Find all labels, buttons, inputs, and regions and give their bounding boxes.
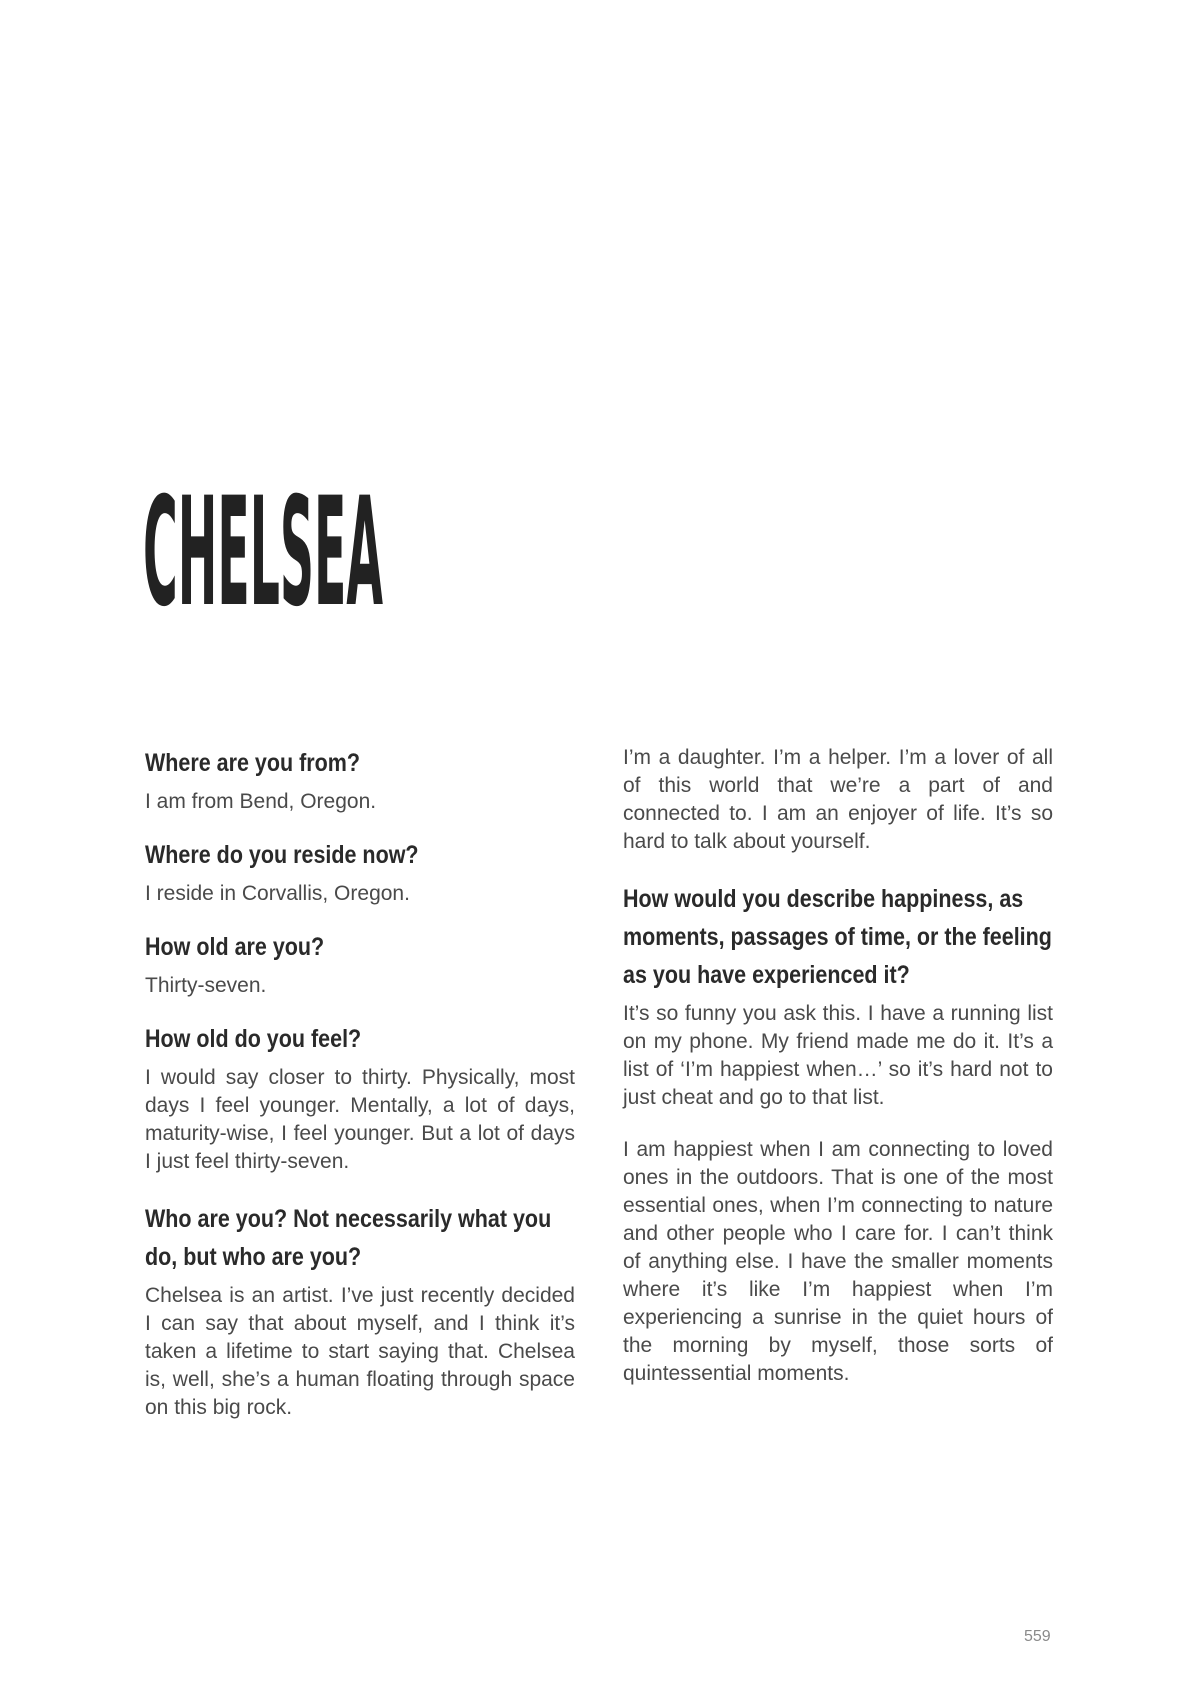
question-age: How old are you? (145, 933, 325, 961)
answer-origin: I am from Bend, Oregon. (145, 790, 377, 813)
page-title-text: CHELSEA (143, 466, 383, 640)
page-number: 559 (1024, 1628, 1051, 1645)
answer-happiness-paragraph-2: I am happiest when I am connecting to loved ones in the outdoors. That is one of the most essential ones, when I’m connecting to nature and other people who I care for. I can’t think of anything else. I have the smaller moments where it’s like I’m happiest when I’m experiencing a sunrise in the quiet hours of the morning by myself, those sorts of quintessential moments. (623, 1138, 1053, 1385)
left-column (145, 744, 575, 1446)
question-identity: Who are you? Not necessarily what you do, but who are you? (145, 1205, 552, 1271)
page-title (143, 466, 383, 640)
question-felt-age: How old do you feel? (145, 1025, 362, 1053)
question-residence: Where do you reside now? (145, 841, 419, 869)
answer-felt-age: I would say closer to thirty. Physically, most days I feel younger. Mentally, a lot of days, maturity-wise, I feel younger. But a lot of days I just feel thirty-seven. (145, 1066, 575, 1173)
question-origin: Where are you from? (145, 749, 361, 777)
answer-happiness-paragraph-1: It’s so funny you ask this. I have a running list on my phone. My friend made me do it. It’s a list of ‘I’m happiest when…’ so it’s hard not to just cheat and go to that list. (623, 1002, 1053, 1109)
page-title-graphic (143, 466, 383, 640)
question-happiness: How would you describe happiness, as moments, passages of time, or the feeling as you have experienced it? (623, 885, 1052, 989)
answer-identity: Chelsea is an artist. I’ve just recently decided I can say that about myself, and I think it’s taken a lifetime to start saying that. Chelsea is, well, she’s a human floating through space on this big rock. (145, 1284, 575, 1419)
answer-identity-continued: I’m a daughter. I’m a helper. I’m a lover of all of this world that we’re a part of and connected to. I am an enjoyer of life. It’s so hard to talk about yourself. (623, 746, 1053, 853)
right-column (623, 744, 1053, 1412)
answer-residence: I reside in Corvallis, Oregon. (145, 882, 410, 905)
answer-age: Thirty-seven. (145, 974, 267, 997)
